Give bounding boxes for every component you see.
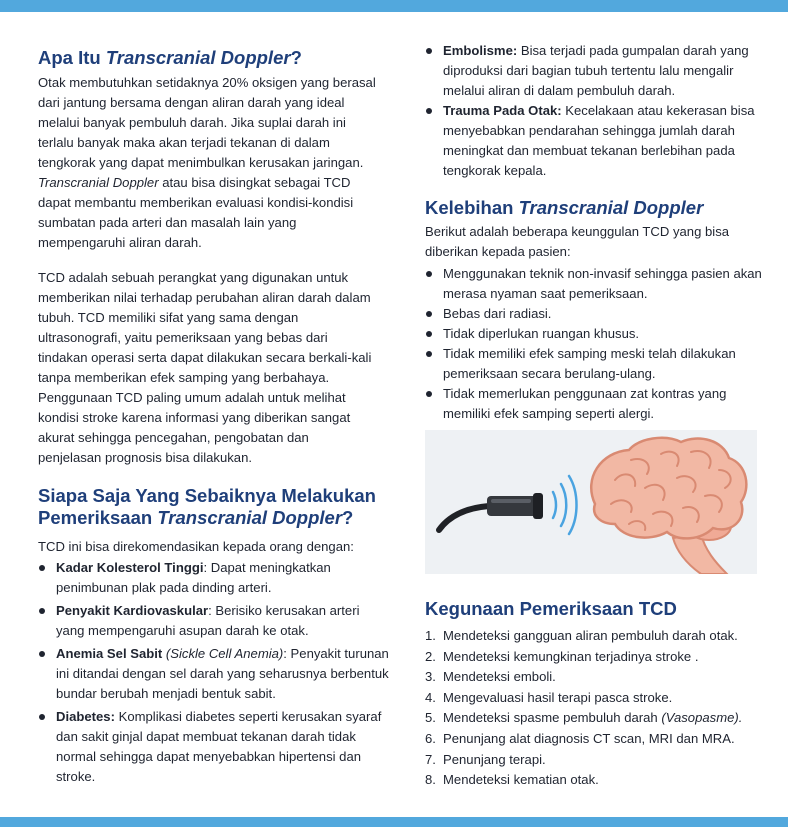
use-list-item [425, 770, 765, 790]
item-emphasis: (Vasopasme). [661, 710, 743, 726]
item-text: Mengevaluasi hasil terapi pasca stroke. [443, 689, 673, 705]
item-emphasis: (Sickle Cell Anemia) [165, 646, 284, 661]
uses-list [425, 626, 765, 791]
item-separator: : [203, 560, 211, 575]
title-emphasis: Transcranial Doppler [157, 507, 343, 528]
item-text: Penunjang alat diagnosis CT scan, MRI dan MRA. [443, 730, 735, 746]
item-number: 4. [425, 689, 436, 705]
recommend-list-item [38, 707, 390, 787]
item-text: Mendeteksi spasme pembuluh darah [443, 710, 662, 726]
probe-head [533, 493, 543, 519]
advantage-list-item: Menggunakan teknik non-invasif sehingga pasien akan merasa nyaman saat pemeriksaan. [425, 264, 763, 304]
item-term: Anemia Sel Sabit [56, 646, 163, 661]
use-list-item [425, 647, 765, 667]
top-accent-bar [0, 0, 788, 12]
section-title-kegunaan: Kegunaan Pemeriksaan TCD [425, 598, 677, 619]
tcd-illustration [425, 430, 757, 574]
tcd-paragraph: TCD adalah sebuah perangkat yang digunakan untuk memberikan nilai terhadap perubahan aliran darah dalam tubuh. TCD memiliki sifat yang sama dengan ultrasonografi, yaitu pemeriksaan yang bebas dari tindakan operasi serta dapat dilakukan secara berkali-kali tanpa memberikan efek samping yang berbahaya. Penggunaan TCD paling umum adalah untuk melihat kondisi stroke karena informasi yang diberikan sangat akurat sehingga pencegahan, pengobatan dan penjelasan prognosis bisa dilakukan. [38, 270, 372, 465]
paragraph-text: Otak membutuhkan setidaknya 20% oksigen yang berasal dari jantung bersama dengan aliran darah yang ideal melalui banyak pembuluh darah. Jika suplai darah ini terlalu banyak maka akan terjadi tekanan di dalam tengkorak yang dapat menimbulkan kerusakan jaringan. [38, 75, 376, 170]
item-text: Komplikasi diabetes seperti kerusakan syaraf dan sakit ginjal dapat membuat tekanan darah tidak normal sehingga dapat menyebabkan hipertensi dan stroke. [56, 709, 382, 784]
item-number: 5. [425, 710, 436, 726]
title-suffix: ? [290, 47, 302, 68]
advantage-list-item: Tidak memerlukan penggunaan zat kontras yang memiliki efek samping seperti alergi. [425, 384, 763, 424]
item-number: 8. [425, 772, 436, 788]
title-text: Kelebihan [425, 197, 519, 218]
item-text: Kecelakaan atau kekerasan bisa menyebabkan pendarahan sehingga jumlah darah meningkat dan membuat tekanan berlebihan pada tengkorak kepala. [443, 103, 755, 178]
item-term: Kadar Kolesterol Tinggi [56, 560, 204, 575]
recommend-list-item [38, 601, 390, 641]
item-number: 1. [425, 628, 436, 643]
item-term: Trauma Pada Otak: [443, 103, 562, 118]
advantage-list-item: Tidak memiliki efek samping meski telah dilakukan pemeriksaan secara berulang-ulang. [425, 344, 763, 384]
item-text: Bisa terjadi pada gumpalan darah yang diproduksi dari bagian tubuh tertentu lalu mengalir melalui aliran di dalam pembuluh darah. [443, 43, 749, 98]
brain-shape [591, 438, 746, 539]
item-separator: : [208, 603, 216, 618]
section-title-apa-itu [38, 47, 394, 69]
advantage-list-item: Bebas dari radiasi. [425, 304, 763, 324]
ultrasound-waves [553, 476, 577, 534]
title-text: Apa Itu [38, 47, 106, 68]
paragraph-emphasis: Transcranial Doppler [38, 175, 159, 190]
item-text: Dapat meningkatkan penimbunan plak pada dinding arteri. [56, 560, 331, 595]
recommend-intro: TCD ini bisa direkomendasikan kepada orang dengan: [38, 539, 354, 554]
item-text: : Penyakit turunan ini ditandai dengan sel darah yang seharusnya berbentuk bundar berubah menjadi bentuk sabit. [56, 646, 389, 701]
use-list-item [425, 750, 765, 770]
use-list-item [425, 708, 765, 728]
brainstem-shape [673, 534, 727, 574]
advantages-intro: Berikut adalah beberapa keunggulan TCD yang bisa diberikan kepada pasien: [425, 224, 730, 259]
item-term: Embolisme: [443, 43, 518, 58]
use-list-item [425, 729, 765, 749]
brain-doppler-illustration [425, 430, 757, 574]
advantages-list [425, 264, 763, 424]
item-number: 2. [425, 648, 436, 664]
item-number: 7. [425, 751, 436, 767]
use-list-item [425, 688, 765, 708]
item-text: Mendeteksi kemungkinan terjadinya stroke . [443, 648, 699, 664]
item-text: Penunjang terapi. [443, 751, 546, 767]
intro-paragraph [38, 73, 382, 253]
item-text: Mendeteksi emboli. [443, 669, 556, 685]
title-line-1: Siapa Saja Yang Sebaiknya Melakukan [38, 485, 376, 506]
bottom-accent-bar [0, 817, 788, 827]
use-list-item [425, 667, 765, 687]
recommend-list [38, 558, 390, 790]
recommend-list-item [38, 558, 390, 598]
item-text: Mendeteksi kematian otak. [443, 772, 599, 788]
item-number: 3. [425, 669, 436, 685]
paragraph-text: atau bisa disingkat sebagai TCD dapat membantu memberikan evaluasi kondisi-kondisi sumbatan pada arteri dan masalah lain yang mempengaruhi aliran darah. [38, 175, 354, 250]
recommend-list-continued [425, 41, 767, 181]
title-emphasis: Transcranial Doppler [105, 47, 291, 68]
title-suffix: ? [342, 507, 354, 528]
item-term: Penyakit Kardiovaskular [56, 603, 209, 618]
item-text: Mendeteksi gangguan aliran pembuluh darah otak. [443, 628, 738, 643]
advantage-list-item: Tidak diperlukan ruangan khusus. [425, 324, 763, 344]
item-text: Berisiko kerusakan arteri yang mempengaruhi asupan darah ke otak. [56, 603, 360, 638]
title-line-2: Pemeriksaan [38, 507, 158, 528]
use-list-item [425, 626, 765, 646]
item-number: 6. [425, 730, 436, 746]
recommend-list-item [425, 41, 767, 101]
title-emphasis: Transcranial Doppler [518, 197, 704, 218]
item-term: Diabetes: [56, 709, 115, 724]
recommend-list-item [425, 101, 767, 181]
section-title-siapa-saja [38, 485, 398, 529]
probe-cable [439, 506, 489, 530]
recommend-list-item [38, 644, 390, 704]
probe-highlight [491, 499, 531, 503]
section-title-kelebihan [425, 197, 765, 219]
